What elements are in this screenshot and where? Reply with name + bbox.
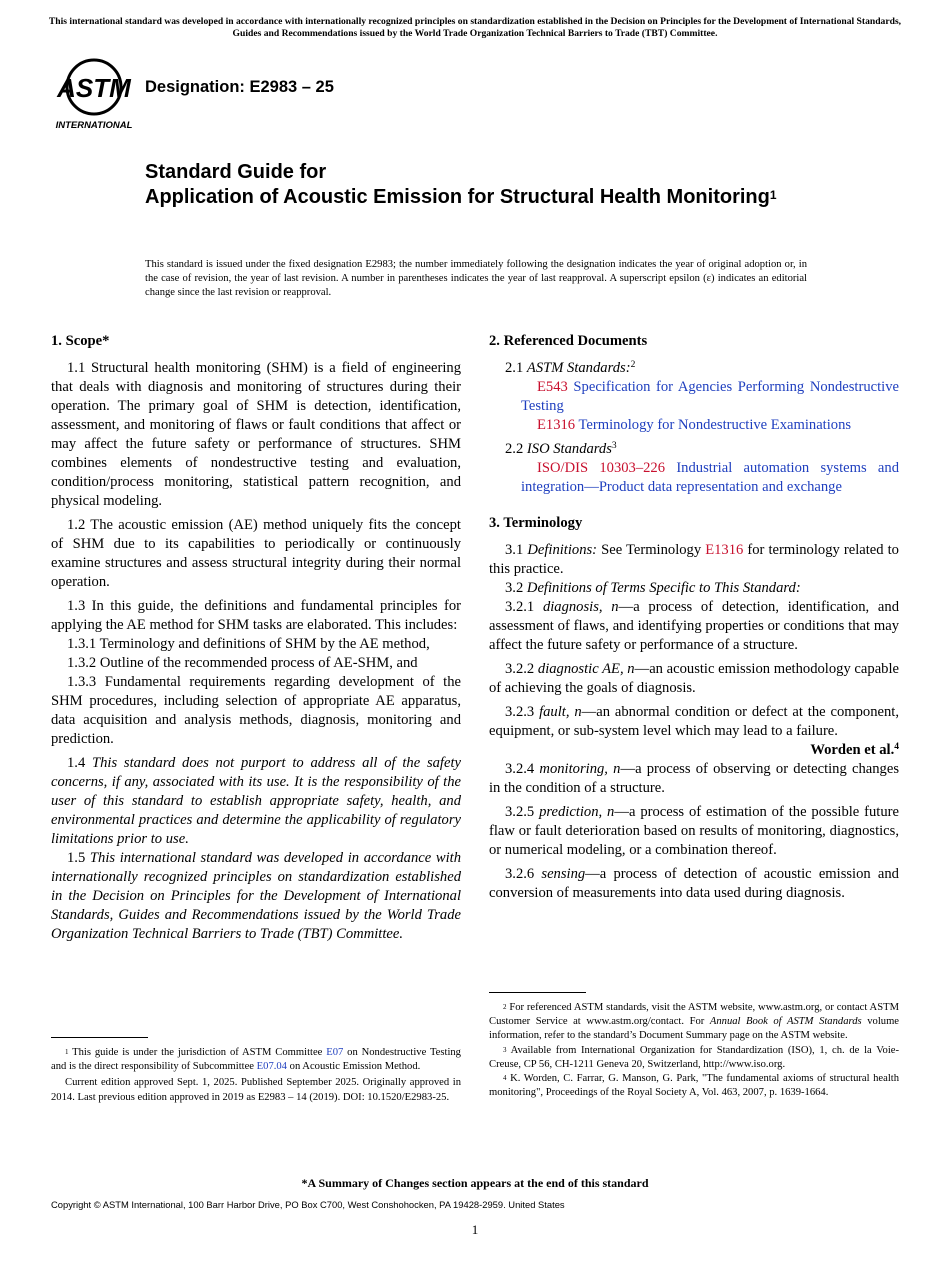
logo-text-top: ASTM bbox=[57, 73, 131, 103]
fn1-mid: on Nondestructive Testing and is the direct responsibility of Subcommittee bbox=[51, 1047, 461, 1073]
t31-label: Definitions: bbox=[527, 542, 598, 558]
footnote-rule-right bbox=[489, 992, 586, 993]
tbt-banner: This international standard was developed in accordance with internationally recognized principles on standardization established in the Decision on Principles for the Development of International Standards, Guides and Recommendations issued by the World Trade Organization Technical Barriers to Trade (TBT) Committee. bbox=[48, 16, 902, 39]
t321-text: —a process of detection, identification, and assessment of flaws, and identifying properties or conditions that may affect the future safety or performance of a structure. bbox=[489, 599, 899, 653]
footnotes-right bbox=[489, 1001, 899, 1100]
footnote-rule-left bbox=[51, 1037, 148, 1038]
fn1-mark: 1 bbox=[65, 1048, 69, 1056]
t326-num: 3.2.6 bbox=[505, 866, 535, 882]
scope-1-3-2: 1.3.2 Outline of the recommended process of AE-SHM, and bbox=[67, 655, 418, 671]
t325-num: 3.2.5 bbox=[505, 804, 535, 820]
fn1-pre: This guide is under the jurisdiction of ASTM Committee bbox=[72, 1047, 323, 1058]
t323-term: fault, n bbox=[539, 704, 582, 720]
t32-label: Definitions of Terms Specific to This Standard: bbox=[526, 580, 801, 596]
referenced-heading: 2. Referenced Documents bbox=[489, 333, 648, 349]
scope-1-5-num: 1.5 bbox=[67, 850, 86, 866]
fn2-italic: Annual Book of ASTM Standards bbox=[709, 1016, 862, 1028]
title-line-1: Standard Guide for bbox=[145, 161, 327, 183]
t32-num: 3.2 bbox=[505, 580, 524, 596]
title-footnote-mark: 1 bbox=[769, 188, 777, 202]
iso-standards-label bbox=[489, 440, 899, 459]
e543-link[interactable]: E543 bbox=[537, 379, 568, 395]
fn2-pre: For referenced ASTM standards, visit the ASTM website, www.astm.org, or contact ASTM Customer Service at www.astm.org/contact. For bbox=[489, 1002, 899, 1028]
terminology-heading: 3. Terminology bbox=[489, 515, 583, 531]
term-3-2-6 bbox=[489, 865, 899, 903]
astm-label: ASTM Standards: bbox=[526, 360, 631, 376]
t323-text: —an abnormal condition or defect at the component, equipment, or sub-system level which may lead to a failure. bbox=[489, 704, 899, 739]
issued-note: This standard is issued under the fixed designation E2983; the number immediately following the designation indicates the year of original adoption or, in the case of revision, the year of last revision. A number in parentheses indicates the year of last reapproval. A superscript epsilon (ε) indicates an editorial change since the last revision or reapproval. bbox=[145, 259, 807, 299]
edition-note: Current edition approved Sept. 1, 2025. Published September 2025. Originally approved in 2014. Last previous edition approved in 2019 as E2983 – 14 (2019). DOI: 10.1520/E2983-25. bbox=[51, 1077, 461, 1103]
iso-label: ISO Standards bbox=[526, 441, 612, 457]
ref-e543 bbox=[489, 378, 899, 416]
scope-1-4-num: 1.4 bbox=[67, 755, 86, 771]
term-3-2 bbox=[489, 579, 899, 598]
term-3-2-4 bbox=[489, 760, 899, 798]
iso-num: 2.2 bbox=[505, 441, 524, 457]
scope-1-5-text: This international standard was developed in accordance with internationally recognized principles on standardization established in the Decision on Principles for the Development of International Standards, Guides and Recommendations issued by the World Trade Organization Technical Barriers to Trade (TBT) Committee. bbox=[51, 850, 462, 942]
ref-iso bbox=[489, 459, 899, 497]
t31-link[interactable]: E1316 bbox=[705, 542, 744, 558]
t322-term: diagnostic AE, n bbox=[537, 661, 635, 677]
fn4-mark: 4 bbox=[503, 1074, 507, 1083]
fn3-text: Available from International Organization for Standardization (ISO), 1, ch. de la Voie-Creuse, CP 56, CH-1211 Geneva 20, Switzerland, http://www.iso.org. bbox=[489, 1044, 899, 1070]
t31-post: for terminology related to this practice. bbox=[489, 542, 899, 577]
t325-term: prediction, n bbox=[539, 804, 615, 820]
iso-link[interactable]: ISO/DIS 10303–226 bbox=[537, 460, 666, 476]
fn2-mark: 2 bbox=[503, 1003, 507, 1011]
t323-num: 3.2.3 bbox=[505, 704, 535, 720]
astm-logo bbox=[52, 57, 136, 131]
t322-num: 3.2.2 bbox=[505, 661, 535, 677]
t323-cite: Worden et al. bbox=[810, 742, 895, 758]
footnote-4 bbox=[489, 1072, 899, 1100]
t326-term: sensing bbox=[541, 866, 586, 882]
designation: Designation: E2983 – 25 bbox=[145, 78, 334, 96]
e1316-link[interactable]: E1316 bbox=[537, 417, 576, 433]
t324-num: 3.2.4 bbox=[505, 761, 535, 777]
t324-text: —a process of observing or detecting changes in the condition of a structure. bbox=[489, 761, 900, 796]
footnote-2 bbox=[489, 1001, 899, 1044]
logo-text-bottom: INTERNATIONAL bbox=[55, 120, 133, 131]
footnotes-left bbox=[51, 1046, 461, 1105]
fn2-post: volume information, refer to the standard’s Document Summary page on the ASTM website. bbox=[489, 1016, 900, 1042]
t321-term: diagnosis, n bbox=[542, 599, 619, 615]
t322-text: —an acoustic emission methodology capable of achieving the goals of diagnosis. bbox=[489, 661, 899, 696]
t324-term: monitoring, n bbox=[539, 761, 621, 777]
ref-e1316 bbox=[489, 416, 899, 435]
term-3-2-1 bbox=[489, 598, 899, 655]
t323-sup: 4 bbox=[894, 742, 899, 752]
e1316-title[interactable]: Terminology for Nondestructive Examinations bbox=[578, 417, 852, 433]
page-title bbox=[145, 160, 865, 210]
scope-1-4 bbox=[51, 754, 461, 849]
scope-1-4-text: This standard does not purport to address all of the safety concerns, if any, associated with its use. It is the responsibility of the user of this standard to establish appropriate safety, health, and environmental practices and determine the applicability of regulatory limitations prior to use. bbox=[51, 755, 461, 847]
iso-title[interactable]: Industrial automation systems and integration—Product data representation and exchange bbox=[521, 460, 900, 495]
fn4-text: K. Worden, C. Farrar, G. Manson, G. Park, "The fundamental axioms of structural health monitoring", Proceedings of the Royal Society A, Vol. 463, 2007, p. 1639-1664. bbox=[489, 1073, 900, 1099]
scope-1-2: 1.2 The acoustic emission (AE) method uniquely fits the concept of SHM due to its capabilities to periodically or continuously examine structures and assess structural integrity during their normal operation. bbox=[51, 517, 461, 590]
e543-title[interactable]: Specification for Agencies Performing Nondestructive Testing bbox=[521, 379, 899, 414]
copyright: Copyright © ASTM International, 100 Barr Harbor Drive, PO Box C700, West Conshohocken, PA 19428-2959. United States bbox=[51, 1199, 565, 1210]
scope-heading: 1. Scope* bbox=[51, 333, 110, 349]
scope-1-3-1: 1.3.1 Terminology and definitions of SHM by the AE method, bbox=[67, 636, 430, 652]
scope-1-3: 1.3 In this guide, the definitions and fundamental principles for applying the AE method for SHM tasks are elaborated. This includes: bbox=[51, 598, 461, 633]
fn1-link-e07[interactable]: E07 bbox=[326, 1047, 344, 1058]
right-column bbox=[489, 332, 899, 903]
scope-1-3-3: 1.3.3 Fundamental requirements regarding development of the SHM procedures, including selection of appropriate AE apparatus, data acquisition and analysis methods, diagnosis, monitoring and prediction. bbox=[51, 674, 461, 747]
summary-of-changes-note: *A Summary of Changes section appears at the end of this standard bbox=[301, 1176, 649, 1190]
term-3-2-2 bbox=[489, 660, 899, 698]
t31-num: 3.1 bbox=[505, 542, 524, 558]
t321-num: 3.2.1 bbox=[505, 599, 535, 615]
fn3-mark: 3 bbox=[503, 1045, 507, 1054]
term-3-2-5 bbox=[489, 803, 899, 860]
term-3-2-3 bbox=[489, 703, 899, 758]
iso-sup: 3 bbox=[611, 441, 617, 451]
t323-citation bbox=[810, 741, 899, 760]
footnote-3 bbox=[489, 1044, 899, 1072]
title-line-2 bbox=[145, 185, 865, 210]
fn1-link-e0704[interactable]: E07.04 bbox=[256, 1061, 287, 1073]
t31-pre: See Terminology bbox=[601, 542, 702, 558]
scope-1-1: 1.1 Structural health monitoring (SHM) is a field of engineering that deals with diagnosis and monitoring of structures during their operation. The primary goal of SHM is detection, identification, assessment, and monitoring of flaws or fault conditions that affect or may affect the future safety or performance of structures. SHM combines elements of nondestructive testing and evaluation, condition/process monitoring, statistical pattern recognition, and physical modeling. bbox=[51, 360, 461, 509]
left-column bbox=[51, 332, 461, 944]
astm-standards-label bbox=[489, 359, 899, 378]
footnote-1 bbox=[51, 1046, 461, 1074]
t326-text: —a process of detection of acoustic emission and conversion of measurements into data used during diagnosis. bbox=[489, 866, 899, 901]
fn1-post: on Acoustic Emission Method. bbox=[289, 1061, 421, 1073]
t325-text: —a process of estimation of the possible future flaw or fault deterioration based on results of monitoring, diagnostics, or numerical modeling, or a combination thereof. bbox=[489, 804, 899, 858]
page-number: 1 bbox=[471, 1222, 479, 1237]
scope-1-5 bbox=[51, 849, 461, 944]
astm-sup: 2 bbox=[630, 360, 636, 370]
term-3-1 bbox=[489, 541, 899, 579]
astm-num: 2.1 bbox=[505, 360, 524, 376]
title-main: Application of Acoustic Emission for Structural Health Monitoring bbox=[145, 186, 770, 208]
